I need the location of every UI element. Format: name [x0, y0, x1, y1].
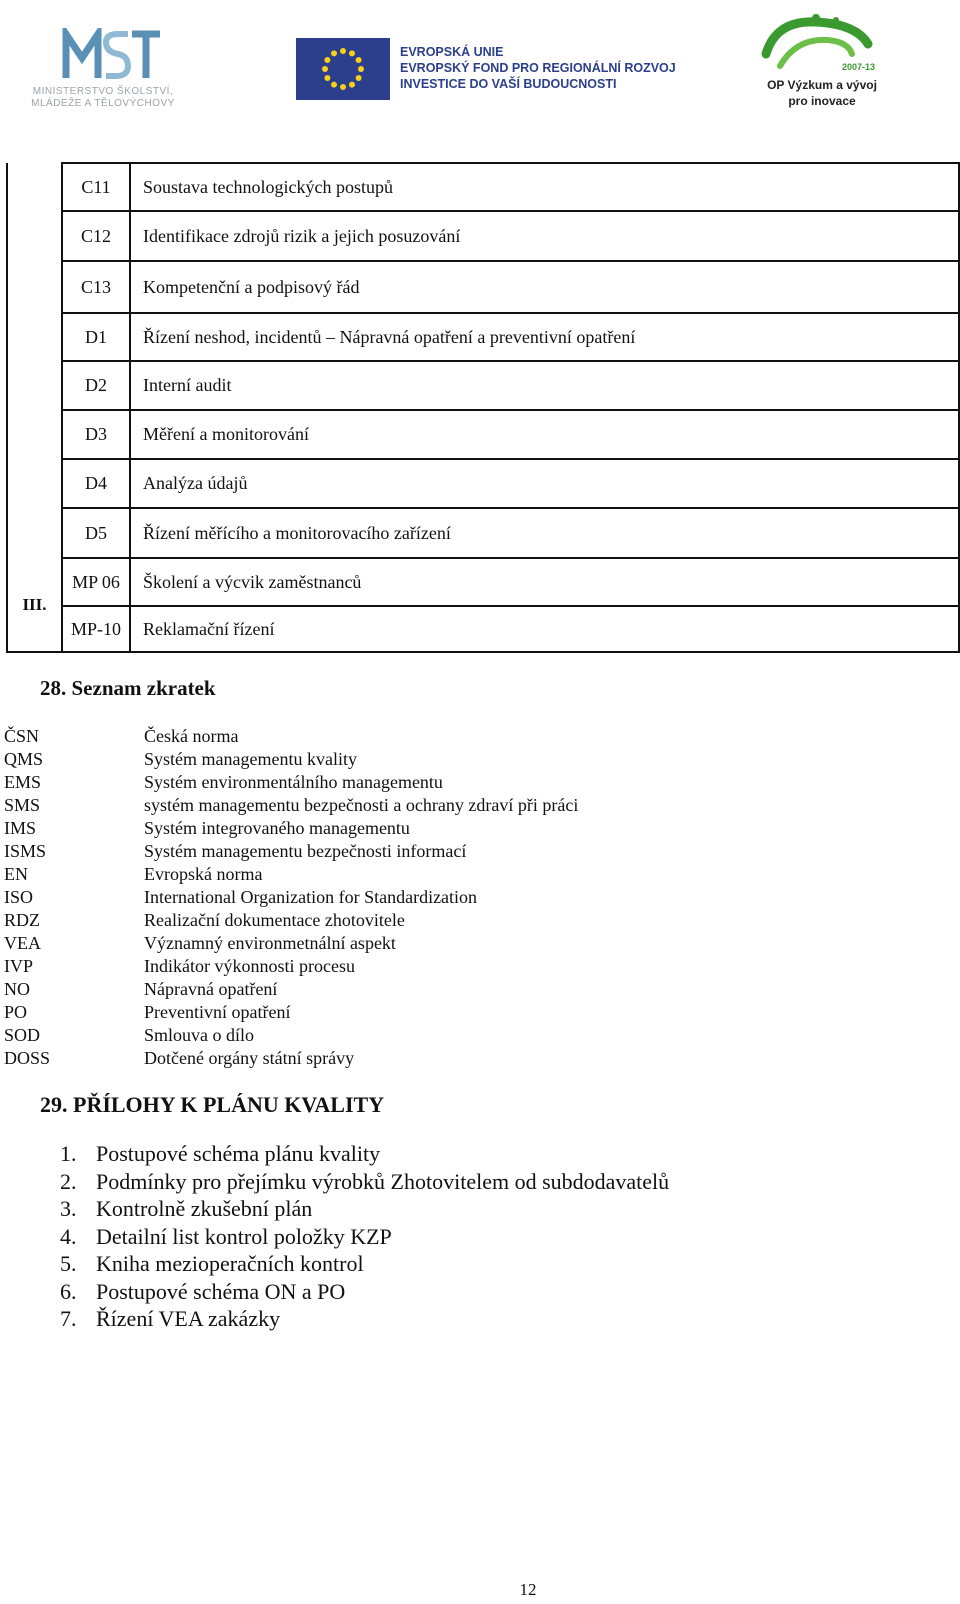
list-item [4, 955, 904, 978]
abbr-meaning: Systém managementu kvality [144, 749, 357, 769]
item-number: 7. [60, 1306, 77, 1331]
row-text: Kompetenční a podpisový řád [130, 261, 959, 313]
msmt-logo [18, 22, 188, 112]
abbr-meaning: Systém environmentálního managementu [144, 772, 443, 792]
table-row [7, 211, 959, 261]
section-cell [7, 211, 62, 261]
list-item [4, 725, 904, 748]
abbr-meaning: Systém managementu bezpečnosti informací [144, 841, 467, 861]
row-text: Reklamační řízení [130, 606, 959, 652]
msmt-logo-line2: MLÁDEŽE A TĚLOVÝCHOVY [31, 98, 175, 109]
list-item [4, 863, 904, 886]
abbr-meaning: Smlouva o dílo [144, 1025, 255, 1045]
abbr-meaning: Preventivní opatření [144, 1002, 291, 1022]
item-text: Kniha mezioperačních kontrol [96, 1251, 364, 1276]
item-number: 5. [60, 1251, 77, 1276]
list-item [4, 817, 904, 840]
page-number: 12 [519, 1580, 537, 1599]
abbr-key: VEA [4, 933, 41, 953]
section-cell [7, 410, 62, 459]
abbr-meaning: Evropská norma [144, 864, 263, 884]
row-text: Analýza údajů [130, 459, 959, 508]
table-row [7, 163, 959, 211]
abbr-meaning: Realizační dokumentace zhotovitele [144, 910, 405, 930]
op-logo-line2: pro inovace [788, 94, 856, 108]
abbr-meaning: Indikátor výkonnosti procesu [144, 956, 355, 976]
abbr-meaning: International Organization for Standardization [144, 887, 478, 907]
abbr-key: RDZ [4, 910, 40, 930]
section-29-heading: 29. PŘÍLOHY K PLÁNU KVALITY [40, 1092, 385, 1117]
op-logo-line1: OP Výzkum a vývoj [767, 78, 877, 92]
eu-logo-line1: EVROPSKÁ UNIE [400, 45, 504, 59]
row-code: C12 [62, 211, 130, 261]
abbr-meaning: Česká norma [144, 726, 239, 746]
list-item [60, 1195, 940, 1223]
abbr-key: SOD [4, 1025, 41, 1045]
list-item [4, 840, 904, 863]
item-text: Postupové schéma plánu kvality [96, 1141, 381, 1166]
list-item [4, 1024, 904, 1047]
row-code: D4 [62, 459, 130, 508]
msmt-logo-mark [62, 28, 162, 80]
list-item [4, 794, 904, 817]
section-cell [7, 508, 62, 558]
row-code: D1 [62, 313, 130, 361]
abbr-key: DOSS [4, 1048, 51, 1068]
list-item [4, 886, 904, 909]
row-code: MP-10 [62, 606, 130, 652]
section-cell [7, 361, 62, 410]
row-code: C11 [62, 163, 130, 211]
table-row [7, 410, 959, 459]
table-row [7, 459, 959, 508]
row-code: D5 [62, 508, 130, 558]
table-row [7, 508, 959, 558]
row-text: Řízení neshod, incidentů – Nápravná opatření a preventivní opatření [130, 313, 959, 361]
list-item [60, 1305, 940, 1333]
list-item [60, 1140, 940, 1168]
table-row [7, 361, 959, 410]
abbr-key: ISO [4, 887, 34, 907]
abbr-meaning: Významný environmetnální aspekt [144, 933, 396, 953]
row-code: D2 [62, 361, 130, 410]
item-number: 3. [60, 1196, 77, 1221]
list-item [4, 771, 904, 794]
item-text: Podmínky pro přejímku výrobků Zhotovitelem od subdodavatelů [96, 1168, 670, 1194]
eu-flag-icon [296, 38, 390, 100]
list-item [4, 978, 904, 1001]
op-vyzkum-logo [752, 14, 892, 124]
table-row [7, 313, 959, 361]
row-code: MP 06 [62, 558, 130, 606]
row-text: Soustava technologických postupů [130, 163, 959, 211]
section-28-heading: 28. Seznam zkratek [40, 676, 216, 700]
eu-logo-text [400, 44, 676, 92]
item-text: Kontrolně zkušební plán [96, 1196, 313, 1221]
abbr-key: SMS [4, 795, 41, 815]
list-item [4, 748, 904, 771]
table-row [7, 558, 959, 606]
section-cell [7, 313, 62, 361]
abbr-key: NO [4, 979, 30, 999]
abbr-key: ISMS [4, 841, 47, 861]
abbr-meaning: systém managementu bezpečnosti a ochrany zdraví při práci [144, 795, 579, 815]
table-row [7, 606, 959, 652]
row-text: Identifikace zdrojů rizik a jejich posuzování [130, 211, 959, 261]
item-number: 4. [60, 1223, 77, 1249]
section-cell [7, 261, 62, 313]
abbr-key: ČSN [4, 726, 40, 746]
abbreviation-list [4, 725, 904, 1070]
list-item [4, 909, 904, 932]
process-table-grid [6, 162, 960, 653]
section-cell [7, 459, 62, 508]
list-item [60, 1168, 940, 1196]
list-item [4, 932, 904, 955]
row-text: Řízení měřícího a monitorovacího zařízení [130, 508, 959, 558]
eu-logo-line3: INVESTICE DO VAŠÍ BUDOUCNOSTI [400, 77, 617, 91]
list-item [60, 1250, 940, 1278]
abbr-meaning: Dotčené orgány státní správy [144, 1048, 355, 1068]
table-row [7, 261, 959, 313]
op-swirl-icon [756, 14, 886, 84]
item-number: 2. [60, 1168, 77, 1194]
msmt-logo-line1: MINISTERSTVO ŠKOLSTVÍ, [32, 86, 174, 97]
eu-logo-line2: EVROPSKÝ FOND PRO REGIONÁLNÍ ROZVOJ [400, 61, 676, 75]
attachments-list [60, 1140, 940, 1333]
list-item [4, 1047, 904, 1070]
abbr-key: EN [4, 864, 28, 884]
list-item [60, 1278, 940, 1306]
item-number: 1. [60, 1141, 77, 1166]
abbr-key: EMS [4, 772, 42, 792]
eu-logo [296, 38, 676, 98]
abbr-key: PO [4, 1002, 28, 1022]
row-code: C13 [62, 261, 130, 313]
abbr-key: IMS [4, 818, 37, 838]
process-table [6, 162, 958, 653]
row-text: Interní audit [130, 361, 959, 410]
list-item [4, 1001, 904, 1024]
item-number: 6. [60, 1278, 77, 1304]
item-text: Postupové schéma ON a PO [96, 1278, 346, 1304]
section-label: III. [7, 558, 62, 652]
abbr-meaning: Systém integrovaného managementu [144, 818, 410, 838]
row-text: Měření a monitorování [130, 410, 959, 459]
item-text: Detailní list kontrol položky KZP [96, 1223, 392, 1249]
list-item [60, 1223, 940, 1251]
abbr-key: IVP [4, 956, 34, 976]
op-years: 2007-13 [842, 62, 876, 72]
abbr-meaning: Nápravná opatření [144, 979, 278, 999]
row-text: Školení a výcvik zaměstnanců [130, 558, 959, 606]
item-text: Řízení VEA zakázky [96, 1306, 281, 1331]
section-cell [7, 163, 62, 211]
abbr-key: QMS [4, 749, 44, 769]
row-code: D3 [62, 410, 130, 459]
